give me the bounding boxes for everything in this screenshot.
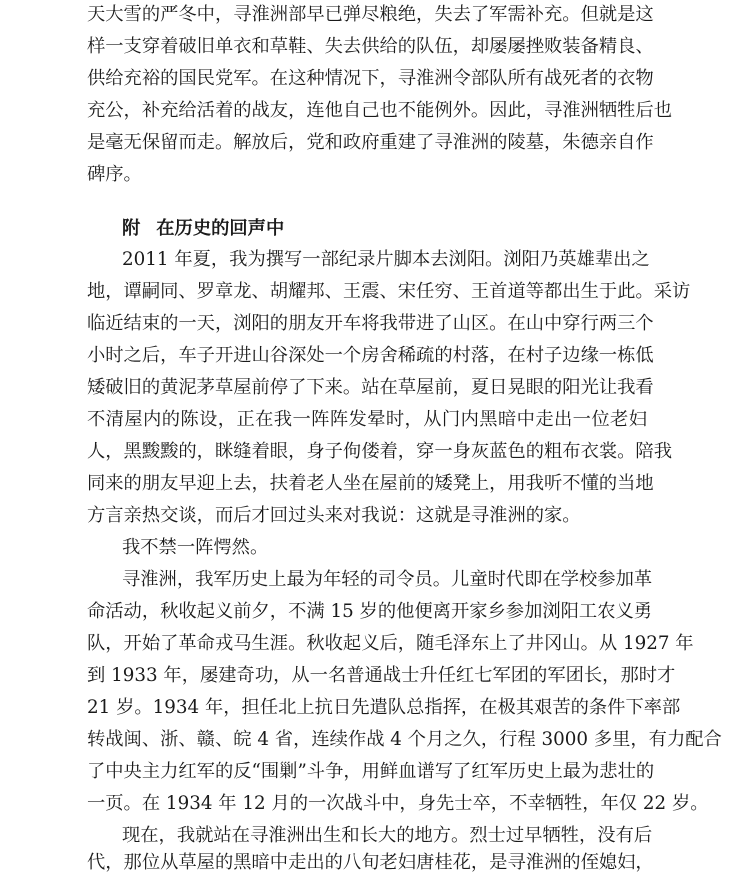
text-line: 现在，我就站在寻淮洲出生和长大的地方。烈士过早牺牲，没有后	[122, 825, 653, 846]
text-line: 地，谭嗣同、罗章龙、胡耀邦、王震、宋任穷、王首道等都出生于此。采访	[87, 281, 691, 302]
section-heading-mark: 附	[122, 218, 141, 239]
text-line: 供给充裕的国民党军。在这种情况下，寻淮洲令部队所有战死者的衣物	[87, 68, 654, 89]
text-line: 临近结束的一天，浏阳的朋友开车将我带进了山区。在山中穿行两三个	[87, 313, 654, 334]
text-line: 是毫无保留而走。解放后，党和政府重建了寻淮洲的陵墓，朱德亲自作	[87, 132, 654, 153]
text-line: 队，开始了革命戎马生涯。秋收起义后，随毛泽东上了井冈山。从 1927 年	[87, 633, 694, 654]
section-heading-title: 在历史的回声中	[156, 218, 285, 239]
section-heading	[122, 214, 647, 244]
text-line: 寻淮洲，我军历史上最为年轻的司令员。儿童时代即在学校参加革	[122, 569, 653, 590]
text-line: 一页。在 1934 年 12 月的一次战斗中，身先士卒，不幸牺牲，年仅 22 岁。	[87, 793, 709, 814]
text-line: 样一支穿着破旧单衣和草鞋、失去供给的队伍，却屡屡挫败装备精良、	[87, 36, 654, 57]
text-line: 人，黑黢黢的，眯缝着眼，身子佝偻着，穿一身灰蓝色的粗布衣裳。陪我	[87, 441, 672, 462]
text-line: 方言亲热交谈，而后才回过头来对我说：这就是寻淮洲的家。	[87, 505, 581, 526]
text-line: 我不禁一阵愕然。	[122, 537, 269, 558]
text-line: 同来的朋友早迎上去，扶着老人坐在屋前的矮凳上，用我听不懂的当地	[87, 473, 654, 494]
text-line: 21 岁。1934 年，担任北上抗日先遣队总指挥，在极其艰苦的条件下率部	[87, 697, 681, 718]
text-line: 了中央主力红军的反“围剿”斗争，用鲜血谱写了红军历史上最为悲壮的	[87, 761, 655, 782]
text-line: 充公，补充给活着的战友，连他自己也不能例外。因此，寻淮洲牺牲后也	[87, 100, 672, 121]
text-line: 到 1933 年，屡建奇功，从一名普通战士升任红七军团的军团长，那时才	[87, 665, 676, 686]
text-line: 小时之后，车子开进山谷深处一个房舍稀疏的村落，在村子边缘一栋低	[87, 345, 654, 366]
text-line: 命活动，秋收起义前夕，不满 15 岁的他便离开家乡参加浏阳工农义勇	[87, 601, 653, 622]
text-line: 转战闽、浙、赣、皖 4 省，连续作战 4 个月之久，行程 3000 多里，有力配合	[87, 729, 722, 750]
text-line: 天大雪的严冬中，寻淮洲部早已弹尽粮绝，失去了军需补充。但就是这	[87, 4, 654, 25]
text-line: 矮破旧的黄泥茅草屋前停了下来。站在草屋前，夏日晃眼的阳光让我看	[87, 377, 654, 398]
text-line: 碑序。	[87, 164, 142, 185]
text-line: 2011 年夏，我为撰写一部纪录片脚本去浏阳。浏阳乃英雄辈出之	[122, 249, 650, 270]
text-line: 不清屋内的陈设，正在我一阵阵发晕时，从门内黑暗中走出一位老妇	[87, 409, 647, 430]
text-line: 代，那位从草屋的黑暗中走出的八旬老妇唐桂花，是寻淮洲的侄媳妇，	[87, 852, 654, 873]
